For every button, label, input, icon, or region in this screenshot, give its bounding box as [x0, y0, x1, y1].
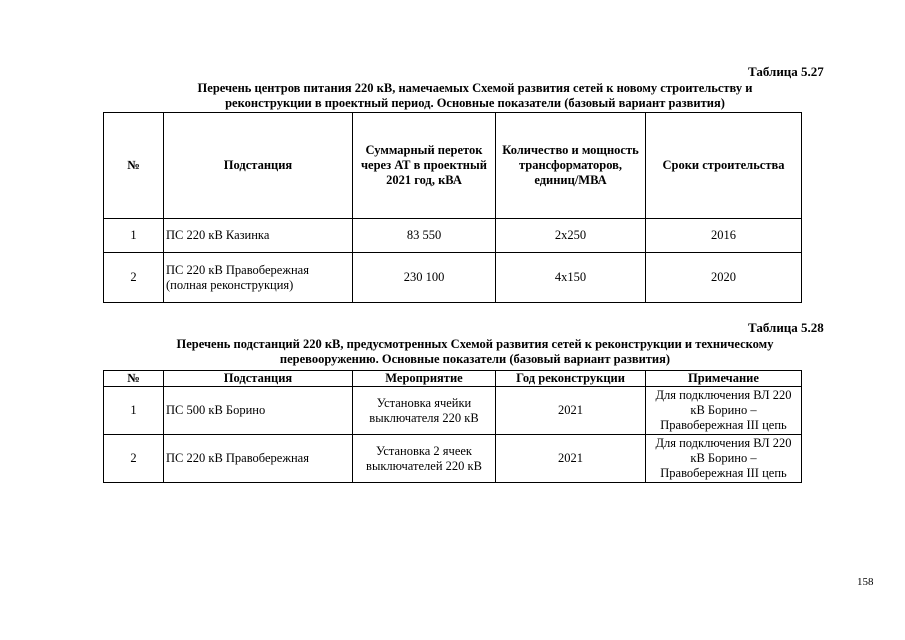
header-num: № — [104, 371, 164, 387]
cell-year: 2021 — [496, 435, 646, 483]
table-5-27 — [103, 112, 802, 303]
table-5-27-header-row — [104, 113, 802, 219]
cell-num: 1 — [104, 219, 164, 253]
table-5-28-title-line2: перевооружению. Основные показатели (базовый вариант развития) — [279, 352, 671, 366]
cell-measure: Установка ячейки выключателя 220 кВ — [353, 387, 496, 435]
header-terms: Сроки строительства — [646, 113, 802, 219]
cell-transformers: 4х150 — [496, 253, 646, 303]
header-transformers: Количество и мощность трансформаторов, единиц/МВА — [496, 113, 646, 219]
cell-flow: 230 100 — [353, 253, 496, 303]
table-row — [104, 219, 802, 253]
cell-num: 2 — [104, 435, 164, 483]
table-5-28 — [103, 370, 802, 483]
table-row — [104, 435, 802, 483]
page-number: 158 — [857, 576, 874, 588]
cell-substation: ПС 220 кВ Правобережная — [164, 435, 353, 483]
header-note: Примечание — [646, 371, 802, 387]
cell-num: 2 — [104, 253, 164, 303]
header-num: № — [104, 113, 164, 219]
header-year: Год реконструкции — [496, 371, 646, 387]
cell-note: Для подключения ВЛ 220 кВ Борино – Правобережная III цепь — [646, 435, 802, 483]
table-row — [104, 253, 802, 303]
table-5-27-title-line2: реконструкции в проектный период. Основные показатели (базовый вариант развития) — [225, 96, 725, 110]
header-flow: Суммарный переток через АТ в проектный 2021 год, кВА — [353, 113, 496, 219]
table-5-28-label: Таблица 5.28 — [748, 320, 824, 335]
cell-num: 1 — [104, 387, 164, 435]
cell-note: Для подключения ВЛ 220 кВ Борино – Правобережная III цепь — [646, 387, 802, 435]
table-5-27-label: Таблица 5.27 — [748, 64, 824, 79]
cell-measure: Установка 2 ячеек выключателей 220 кВ — [353, 435, 496, 483]
cell-substation: ПС 500 кВ Борино — [164, 387, 353, 435]
cell-transformers: 2х250 — [496, 219, 646, 253]
table-5-27-title-line1: Перечень центров питания 220 кВ, намечаемых Схемой развития сетей к новому строительству и — [197, 81, 753, 95]
cell-substation: ПС 220 кВ Правобережная (полная реконструкция) — [164, 253, 353, 303]
cell-terms: 2016 — [646, 219, 802, 253]
header-substation: Подстанция — [164, 113, 353, 219]
table-5-28-header-row — [104, 371, 802, 387]
table-5-27-title — [130, 81, 820, 111]
table-row — [104, 387, 802, 435]
cell-year: 2021 — [496, 387, 646, 435]
cell-flow: 83 550 — [353, 219, 496, 253]
header-measure: Мероприятие — [353, 371, 496, 387]
table-5-28-title-line1: Перечень подстанций 220 кВ, предусмотренных Схемой развития сетей к реконструкции и техническому — [176, 337, 774, 351]
cell-terms: 2020 — [646, 253, 802, 303]
cell-substation: ПС 220 кВ Казинка — [164, 219, 353, 253]
header-substation: Подстанция — [164, 371, 353, 387]
table-5-28-title — [120, 337, 830, 367]
